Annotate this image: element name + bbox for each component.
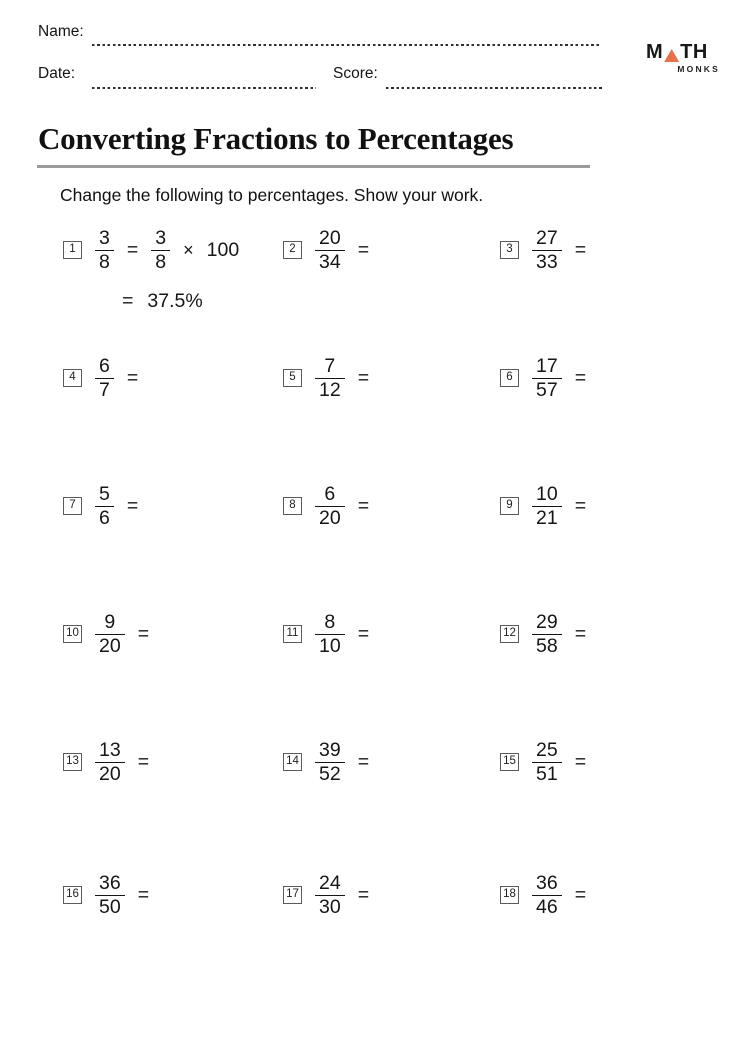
problem-9 — [500, 483, 586, 529]
problem-11-numerator: 8 — [315, 612, 345, 634]
problem-3-numerator: 27 — [532, 228, 562, 250]
problem-12 — [500, 611, 586, 657]
problem-8-fraction — [315, 484, 345, 528]
problem-5-number: 5 — [283, 369, 302, 387]
problem-14-denominator: 52 — [319, 762, 341, 785]
name-line — [92, 44, 600, 46]
problem-1-equals: = — [126, 238, 139, 261]
problem-10 — [63, 611, 149, 657]
problem-18 — [500, 872, 586, 918]
problem-1-fraction — [95, 228, 114, 272]
problem-6-equals: = — [574, 366, 587, 389]
problem-8-denominator: 20 — [319, 506, 341, 529]
problem-13-equals: = — [137, 750, 150, 773]
problem-7-denominator: 6 — [99, 506, 110, 529]
example-result-equals: = — [122, 290, 134, 312]
page-title: Converting Fractions to Percentages — [38, 121, 514, 156]
logo-letter-m: M — [646, 41, 664, 63]
problem-18-fraction — [532, 873, 562, 917]
problem-5-fraction — [315, 356, 345, 400]
problem-3-number: 3 — [500, 241, 519, 259]
problem-12-equals: = — [574, 622, 587, 645]
problem-9-denominator: 21 — [536, 506, 558, 529]
problem-4-fraction — [95, 356, 114, 400]
problem-8-numerator: 6 — [315, 484, 345, 506]
problem-15 — [500, 739, 586, 785]
problem-4-denominator: 7 — [99, 378, 110, 401]
problem-3-equals: = — [574, 238, 587, 261]
problem-11 — [283, 611, 369, 657]
problem-14-numerator: 39 — [315, 740, 345, 762]
logo-letters-th: TH — [680, 41, 708, 63]
problem-5-denominator: 12 — [319, 378, 341, 401]
problem-10-equals: = — [137, 622, 150, 645]
problem-3-denominator: 33 — [536, 250, 558, 273]
problem-5 — [283, 355, 369, 401]
example-fraction — [151, 228, 170, 272]
problem-16-fraction — [95, 873, 125, 917]
problem-13-numerator: 13 — [95, 740, 125, 762]
problem-10-numerator: 9 — [95, 612, 125, 634]
problem-12-numerator: 29 — [532, 612, 562, 634]
problem-16-numerator: 36 — [95, 873, 125, 895]
problem-15-equals: = — [574, 750, 587, 773]
problem-9-numerator: 10 — [532, 484, 562, 506]
problem-12-fraction — [532, 612, 562, 656]
problem-16 — [63, 872, 149, 918]
example-times-sign: × — [183, 239, 194, 260]
problem-6-fraction — [532, 356, 562, 400]
problem-4-number: 4 — [63, 369, 82, 387]
problem-1-number: 1 — [63, 241, 82, 259]
problem-6-denominator: 57 — [536, 378, 558, 401]
problem-16-number: 16 — [63, 886, 82, 904]
problem-14-equals: = — [357, 750, 370, 773]
problem-8 — [283, 483, 369, 529]
example-result-line — [122, 290, 203, 313]
problem-3 — [500, 227, 586, 273]
example-result-value: 37.5% — [147, 290, 203, 312]
problem-17-denominator: 30 — [319, 895, 341, 918]
problem-11-fraction — [315, 612, 345, 656]
problem-11-equals: = — [357, 622, 370, 645]
problem-7-numerator: 5 — [95, 484, 114, 506]
problem-7 — [63, 483, 138, 529]
score-label: Score: — [333, 65, 378, 82]
problem-17-fraction — [315, 873, 345, 917]
problem-9-number: 9 — [500, 497, 519, 515]
logo-word — [646, 41, 720, 64]
logo-triangle-icon — [664, 49, 679, 62]
example-factor: 100 — [206, 238, 240, 261]
problem-13-denominator: 20 — [99, 762, 121, 785]
logo-subtext: MONKS — [677, 64, 720, 74]
problem-14-fraction — [315, 740, 345, 784]
problem-14-number: 14 — [283, 753, 302, 771]
problem-18-equals: = — [574, 883, 587, 906]
problem-17 — [283, 872, 369, 918]
problem-4-numerator: 6 — [95, 356, 114, 378]
example-numerator: 3 — [151, 228, 170, 250]
problem-7-equals: = — [126, 494, 139, 517]
score-line — [386, 87, 602, 89]
instruction-text: Change the following to percentages. Show your work. — [60, 185, 484, 205]
math-monks-logo — [646, 41, 720, 74]
problem-11-number: 11 — [283, 625, 302, 643]
problem-16-denominator: 50 — [99, 895, 121, 918]
problem-15-fraction — [532, 740, 562, 784]
problem-18-denominator: 46 — [536, 895, 558, 918]
problem-2-numerator: 20 — [315, 228, 345, 250]
problem-4-equals: = — [126, 366, 139, 389]
problem-2-denominator: 34 — [319, 250, 341, 273]
date-line — [92, 87, 316, 89]
problem-12-denominator: 58 — [536, 634, 558, 657]
problem-5-equals: = — [357, 366, 370, 389]
problem-9-equals: = — [574, 494, 587, 517]
problem-17-equals: = — [357, 883, 370, 906]
problem-13 — [63, 739, 149, 785]
problem-14 — [283, 739, 369, 785]
problem-6 — [500, 355, 586, 401]
problem-13-fraction — [95, 740, 125, 784]
problem-12-number: 12 — [500, 625, 519, 643]
problem-2-fraction — [315, 228, 345, 272]
problem-2 — [283, 227, 369, 273]
date-label: Date: — [38, 65, 76, 82]
problem-6-number: 6 — [500, 369, 519, 387]
problem-10-fraction — [95, 612, 125, 656]
problem-15-number: 15 — [500, 753, 519, 771]
problem-15-denominator: 51 — [536, 762, 558, 785]
problem-5-numerator: 7 — [315, 356, 345, 378]
problem-7-number: 7 — [63, 497, 82, 515]
example-denominator: 8 — [155, 250, 167, 273]
problem-7-fraction — [95, 484, 114, 528]
problem-8-number: 8 — [283, 497, 302, 515]
problem-2-number: 2 — [283, 241, 302, 259]
title-underline — [37, 165, 590, 168]
problem-6-numerator: 17 — [532, 356, 562, 378]
problem-1-denominator: 8 — [99, 250, 110, 273]
problem-1 — [63, 227, 239, 273]
problem-18-number: 18 — [500, 886, 519, 904]
problem-3-fraction — [532, 228, 562, 272]
problem-18-numerator: 36 — [532, 873, 562, 895]
problem-16-equals: = — [137, 883, 150, 906]
problem-8-equals: = — [357, 494, 370, 517]
problem-1-numerator: 3 — [95, 228, 114, 250]
problem-4 — [63, 355, 138, 401]
problem-2-equals: = — [357, 238, 370, 261]
problem-17-number: 17 — [283, 886, 302, 904]
problem-13-number: 13 — [63, 753, 82, 771]
problem-15-numerator: 25 — [532, 740, 562, 762]
problem-10-denominator: 20 — [99, 634, 121, 657]
problem-9-fraction — [532, 484, 562, 528]
name-label: Name: — [38, 23, 84, 40]
problem-17-numerator: 24 — [315, 873, 345, 895]
problem-11-denominator: 10 — [319, 634, 341, 657]
problem-10-number: 10 — [63, 625, 82, 643]
